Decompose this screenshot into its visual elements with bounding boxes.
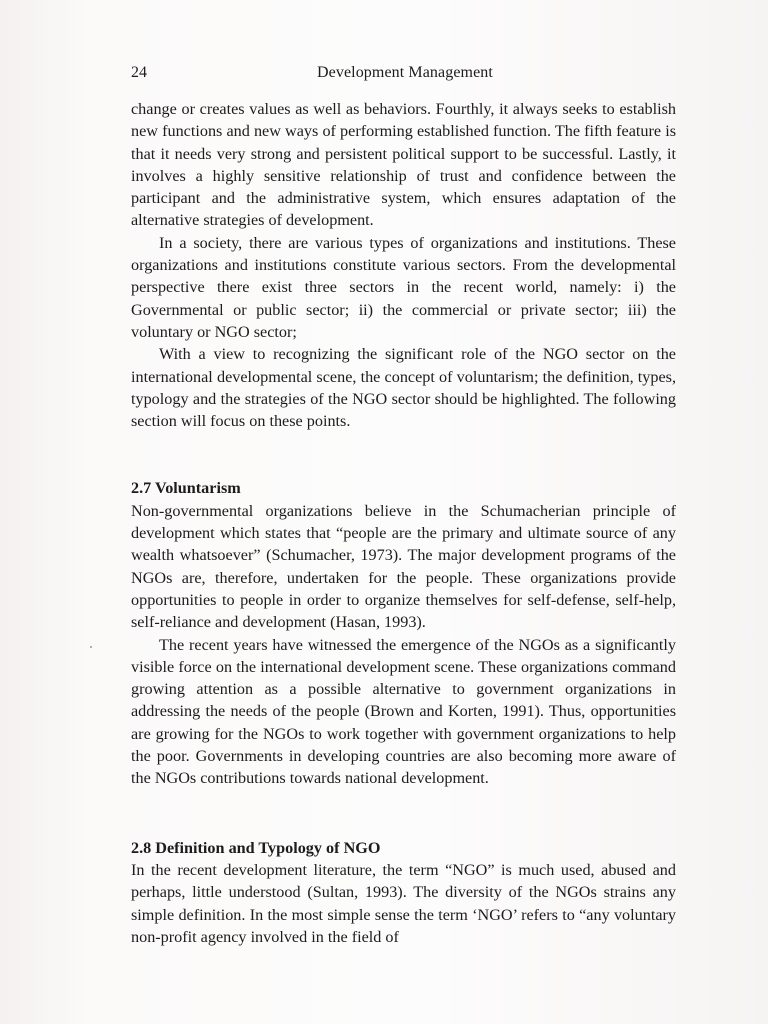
page-number: 24: [131, 64, 147, 81]
page-header: [131, 64, 681, 86]
body-text: [131, 98, 676, 948]
section-heading-definition: 2.8 Definition and Typology of NGO: [131, 838, 381, 857]
margin-speck: [90, 646, 92, 648]
paragraph-ngo-role: With a view to recognizing the significant role of the NGO sector on the international developmental scene, the concept of voluntarism; the definition, types, typology and the strategies of the NGO sector should be highlighted. The following section will focus on these points.: [131, 345, 676, 431]
paragraph-definition: In the recent development literature, the term “NGO” is much used, abused and perhaps, little understood (Sultan, 1993). The diversity of the NGOs strains any simple definition. In the most simple sense the term ‘NGO’ refers to “any voluntary non-profit agency involved in the field of: [131, 860, 676, 946]
running-head: Development Management: [317, 64, 493, 81]
paragraph-emergence: The recent years have witnessed the emergence of the NGOs as a significantly visible force on the international development scene. These organizations command growing attention as a possible alternative to government organizations in addressing the needs of the people (Brown and Korten, 1991). Thus, opportunities are growing for the NGOs to work together with government organizations to help the poor. Governments in developing countries are also becoming more aware of the NGOs contributions towards national development.: [131, 635, 676, 788]
paragraph-schumacher: Non-governmental organizations believe in the Schumacherian principle of development which states that “people are the primary and ultimate source of any wealth whatsoever” (Schumacher, 1973). The major development programs of the NGOs are, therefore, undertaken for the people. These organizations provide opportunities to people in order to organize themselves for self-defense, self-help, self-reliance and development (Hasan, 1993).: [131, 501, 676, 632]
paragraph-sectors: In a society, there are various types of organizations and institutions. These organizations and institutions constitute various sectors. From the developmental perspective there exist three sectors in the recent world, namely: i) the Governmental or public sector; ii) the commercial or private sector; iii) the voluntary or NGO sector;: [131, 233, 676, 341]
section-heading-voluntarism: 2.7 Voluntarism: [131, 479, 241, 498]
paragraph-continued: change or creates values as well as behaviors. Fourthly, it always seeks to establish new functions and new ways of performing established function. The fifth feature is that it needs very strong and persistent political support to be successful. Lastly, it involves a highly sensitive relationship of trust and confidence between the participant and the administrative system, which ensures adaptation of the alternative strategies of development.: [131, 100, 676, 230]
